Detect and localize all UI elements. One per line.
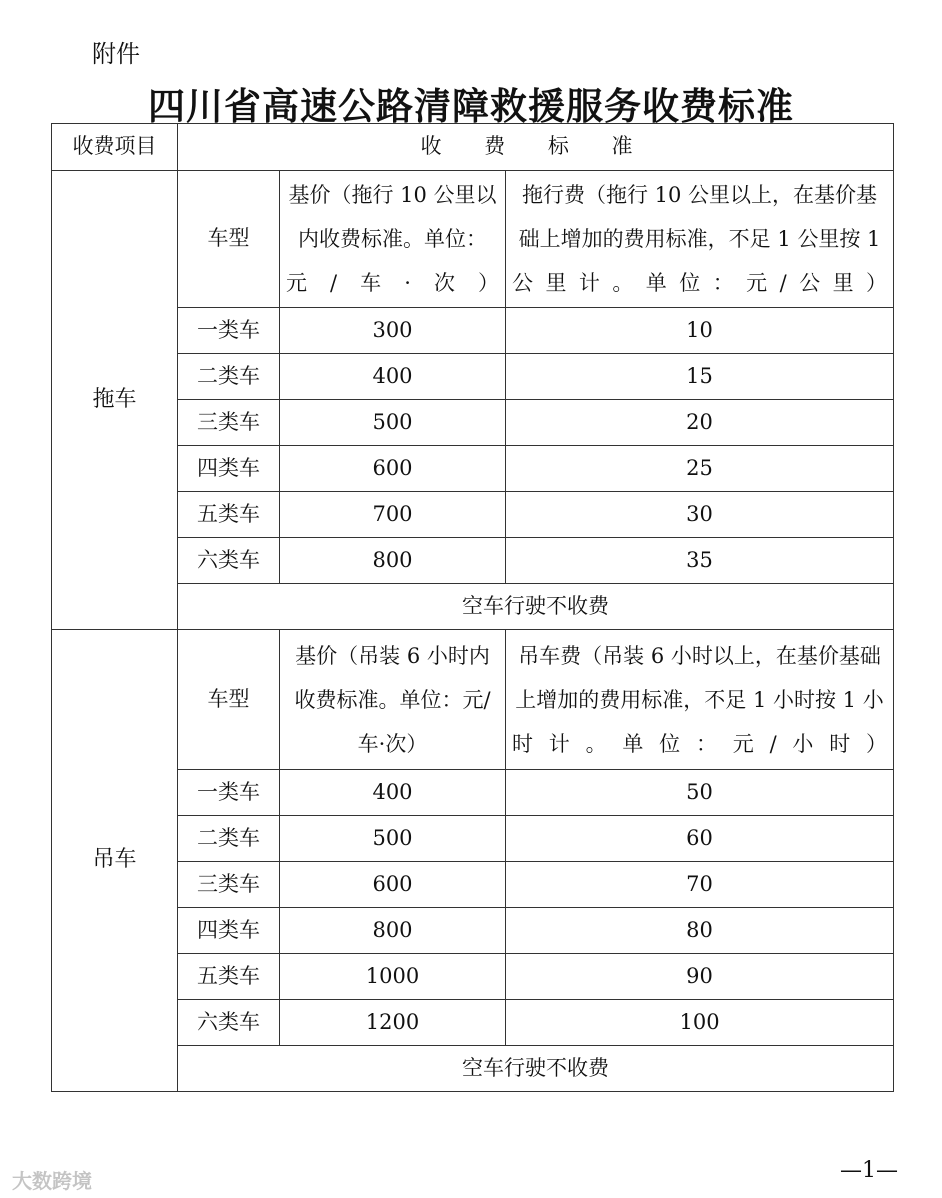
empty-vehicle-note: 空车行驶不收费 (178, 1046, 894, 1092)
vehicle-type: 一类车 (178, 308, 280, 354)
vehicle-type: 一类车 (178, 770, 280, 816)
table-row (52, 1000, 894, 1046)
base-price: 500 (280, 816, 506, 862)
table-row (52, 446, 894, 492)
note-row (52, 584, 894, 630)
extra-fee: 35 (506, 538, 894, 584)
table-row (52, 954, 894, 1000)
vehicle-type: 五类车 (178, 492, 280, 538)
base-price: 700 (280, 492, 506, 538)
note-row (52, 1046, 894, 1092)
section-head-row (52, 630, 894, 770)
section-head-row (52, 171, 894, 308)
vehicle-type: 三类车 (178, 400, 280, 446)
annex-label: 附件 (92, 40, 140, 68)
page-number: —1— (840, 1158, 898, 1183)
base-price: 400 (280, 770, 506, 816)
extra-fee: 70 (506, 862, 894, 908)
vehicle-type: 二类车 (178, 816, 280, 862)
section-name: 拖车 (52, 171, 178, 630)
table-header-row (52, 124, 894, 171)
extra-fee-header: 吊车费（吊装 6 小时以上，在基价基础上增加的费用标准，不足 1 小时按 1 小时计。单位：元/小时） (506, 630, 894, 770)
document-title: 四川省高速公路清障救援服务收费标准 (148, 84, 794, 128)
vehicle-type: 六类车 (178, 1000, 280, 1046)
base-price: 500 (280, 400, 506, 446)
table-row (52, 770, 894, 816)
table-row (52, 908, 894, 954)
base-price: 800 (280, 538, 506, 584)
table-row (52, 308, 894, 354)
fee-table (51, 123, 894, 1092)
extra-fee: 25 (506, 446, 894, 492)
vehicle-type: 六类车 (178, 538, 280, 584)
base-price: 1200 (280, 1000, 506, 1046)
empty-vehicle-note: 空车行驶不收费 (178, 584, 894, 630)
table-row (52, 400, 894, 446)
extra-fee: 50 (506, 770, 894, 816)
base-price: 400 (280, 354, 506, 400)
vehicle-type: 四类车 (178, 446, 280, 492)
base-price: 800 (280, 908, 506, 954)
extra-fee-header: 拖行费（拖行 10 公里以上，在基价基础上增加的费用标准，不足 1 公里按 1 公里计。单位：元/公里） (506, 171, 894, 308)
vehicle-type-header: 车型 (178, 630, 280, 770)
table-row (52, 862, 894, 908)
base-price-header: 基价（吊装 6 小时内收费标准。单位：元/车·次） (280, 630, 506, 770)
header-item: 收费项目 (52, 124, 178, 171)
section-name: 吊车 (52, 630, 178, 1092)
extra-fee: 80 (506, 908, 894, 954)
base-price: 1000 (280, 954, 506, 1000)
table-row (52, 354, 894, 400)
extra-fee: 90 (506, 954, 894, 1000)
table-row (52, 538, 894, 584)
table-row (52, 492, 894, 538)
extra-fee: 10 (506, 308, 894, 354)
extra-fee: 100 (506, 1000, 894, 1046)
extra-fee: 60 (506, 816, 894, 862)
base-price: 600 (280, 862, 506, 908)
base-price: 600 (280, 446, 506, 492)
extra-fee: 15 (506, 354, 894, 400)
vehicle-type: 二类车 (178, 354, 280, 400)
vehicle-type-header: 车型 (178, 171, 280, 308)
base-price-header: 基价（拖行 10 公里以内收费标准。单位：元/车·次） (280, 171, 506, 308)
vehicle-type: 五类车 (178, 954, 280, 1000)
vehicle-type: 三类车 (178, 862, 280, 908)
base-price: 300 (280, 308, 506, 354)
extra-fee: 30 (506, 492, 894, 538)
header-standard: 收 费 标 准 (178, 124, 894, 171)
table-row (52, 816, 894, 862)
vehicle-type: 四类车 (178, 908, 280, 954)
watermark-text: 大数跨境 (12, 1169, 92, 1193)
extra-fee: 20 (506, 400, 894, 446)
